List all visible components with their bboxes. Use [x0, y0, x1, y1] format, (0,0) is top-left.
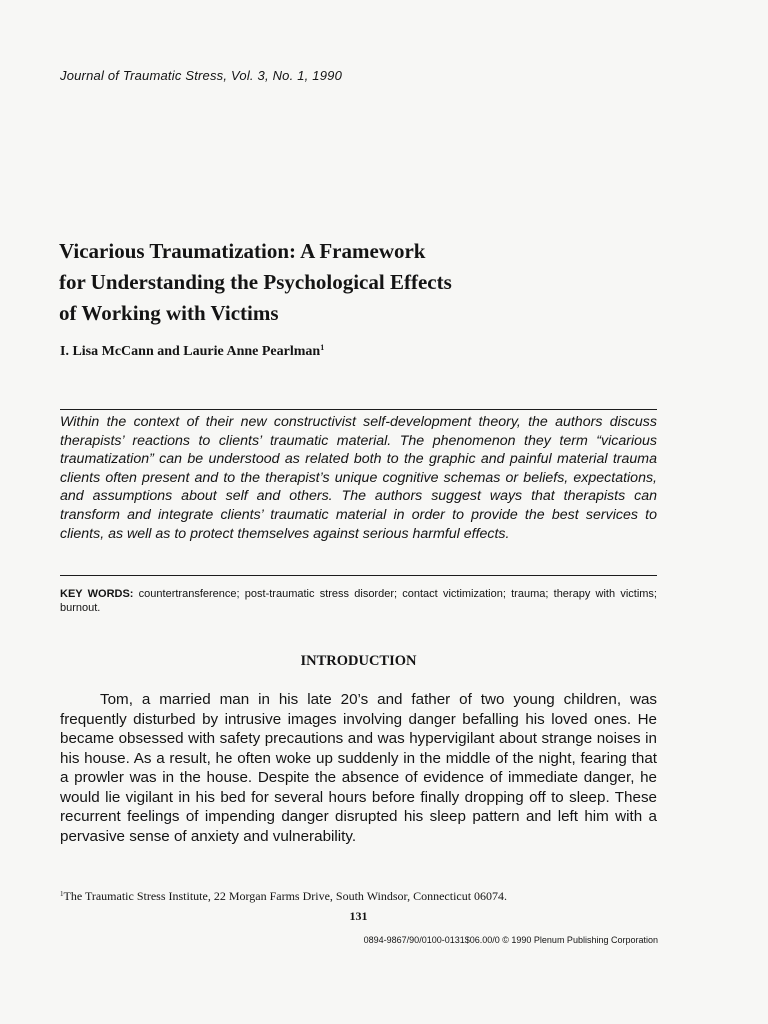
footnote-text: The Traumatic Stress Institute, 22 Morgan Farms Drive, South Windsor, Connecticut 06074.: [63, 889, 508, 903]
abstract-bottom-rule: [60, 575, 657, 576]
abstract-top-rule: [60, 409, 657, 410]
keywords-text: countertransference; post-traumatic stress disorder; contact victimization; trauma; therapy with victims; burnout.: [60, 588, 657, 614]
title-line: of Working with Victims: [59, 301, 279, 325]
intro-paragraph: Tom, a married man in his late 20’s and father of two young children, was frequently disturbed by intrusive images involving danger befalling his loved ones. He became obsessed with safety precautions and was hypervigilant about strange noises in his house. As a result, he often woke up suddenly in the middle of the night, fearing that a prowler was in the house. Despite the absence of evidence of immediate danger, he would lie vigilant in his bed for several hours before finally dropping off to sleep. These recurrent feelings of impending danger disrupted his sleep pattern and left him with a pervasive sense of anxiety and vulnerability.: [60, 691, 657, 845]
keywords-label: KEY WORDS:: [60, 588, 134, 600]
section-heading: INTRODUCTION: [300, 653, 417, 669]
footnote-marker: 1: [60, 890, 64, 898]
abstract: Within the context of their new constructivist self-development theory, the authors discuss therapists’ reactions to clients’ traumatic material. The phenomenon they term “vicarious traumatization” can be understood as related both to the graphic and painful material trauma clients often present and to the therapist’s unique cognitive schemas or beliefs, expectations, and assumptions about self and others. The authors suggest ways that therapists can transform and integrate clients’ traumatic material in order to provide the best services to clients, as well as to protect themselves against serious harmful effects.: [60, 414, 657, 542]
article-title: [59, 236, 679, 329]
title-line: Vicarious Traumatization: A Framework: [59, 239, 426, 263]
copyright-line: 0894-9867/90/0100-0131$06.00/0 © 1990 Plenum Publishing Corporation: [363, 935, 658, 945]
page-number: 131: [349, 909, 368, 923]
title-line: for Understanding the Psychological Effects: [59, 270, 452, 294]
footnote: [60, 889, 657, 904]
footnote-marker: 1: [320, 343, 325, 352]
author-names: I. Lisa McCann and Laurie Anne Pearlman: [60, 344, 321, 359]
keywords: [60, 587, 657, 615]
author-line: [60, 343, 324, 360]
journal-header: Journal of Traumatic Stress, Vol. 3, No. 1, 1990: [60, 68, 343, 83]
